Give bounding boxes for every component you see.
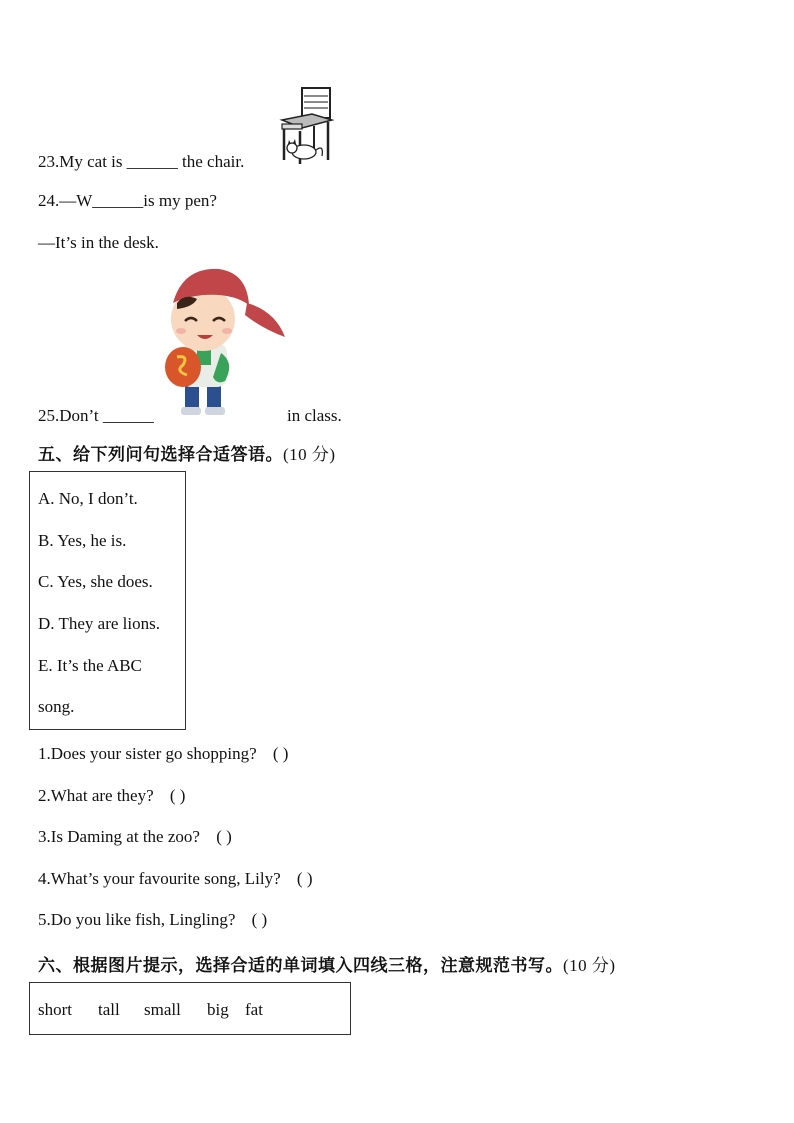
option-b: B. Yes, he is. bbox=[38, 531, 127, 550]
option-a: A. No, I don’t. bbox=[38, 489, 138, 508]
answer-blank-1[interactable]: ( ) bbox=[272, 744, 289, 763]
section-5-heading bbox=[38, 440, 336, 465]
question-3-text: 3.Is Daming at the zoo? bbox=[38, 827, 200, 846]
option-e: E. It’s the ABC bbox=[38, 656, 142, 675]
question-2-text: 2.What are they? bbox=[38, 786, 154, 805]
word-short: short bbox=[38, 1000, 72, 1019]
word-small: small bbox=[144, 1000, 181, 1019]
section-5-title: 五、给下列问句选择合适答语。 bbox=[38, 445, 283, 465]
question-4-text: 4.What’s your favourite song, Lily? bbox=[38, 869, 281, 888]
question-2 bbox=[38, 786, 185, 806]
answer-blank-3[interactable]: ( ) bbox=[216, 827, 232, 846]
boy-eating-illustration bbox=[163, 263, 289, 421]
option-d: D. They are lions. bbox=[38, 614, 160, 633]
answer-options-box bbox=[29, 471, 186, 730]
answer-blank-4[interactable]: ( ) bbox=[296, 869, 313, 888]
answer-blank-5[interactable]: ( ) bbox=[251, 910, 268, 929]
section-6-heading bbox=[38, 951, 616, 976]
word-fat: fat bbox=[245, 1000, 263, 1019]
question-1-text: 1.Does your sister go shopping? bbox=[38, 744, 257, 763]
question-4 bbox=[38, 869, 313, 889]
question-24: 24.—W______is my pen? bbox=[38, 191, 217, 210]
section-6-title: 六、根据图片提示，选择合适的单词填入四线三格，注意规范书写。 bbox=[38, 956, 563, 976]
option-e-continued: song. bbox=[38, 697, 75, 716]
question-25-start: 25.Don’t ______ bbox=[38, 406, 154, 425]
section-6-points: (10 分) bbox=[563, 956, 616, 975]
word-bank-box bbox=[29, 982, 351, 1035]
question-3 bbox=[38, 827, 232, 847]
question-1 bbox=[38, 744, 288, 764]
question-5 bbox=[38, 910, 267, 930]
word-big: big bbox=[207, 1000, 229, 1019]
option-c: C. Yes, she does. bbox=[38, 572, 153, 591]
word-tall: tall bbox=[98, 1000, 120, 1019]
answer-blank-2[interactable]: ( ) bbox=[169, 786, 186, 805]
question-23: 23.My cat is ______ the chair. bbox=[38, 152, 245, 171]
question-24-answer: —It’s in the desk. bbox=[38, 233, 159, 252]
section-5-points: (10 分) bbox=[283, 445, 336, 464]
question-25-end: in class. bbox=[287, 406, 342, 425]
question-5-text: 5.Do you like fish, Lingling? bbox=[38, 910, 236, 929]
chair-cat-illustration bbox=[278, 86, 334, 166]
